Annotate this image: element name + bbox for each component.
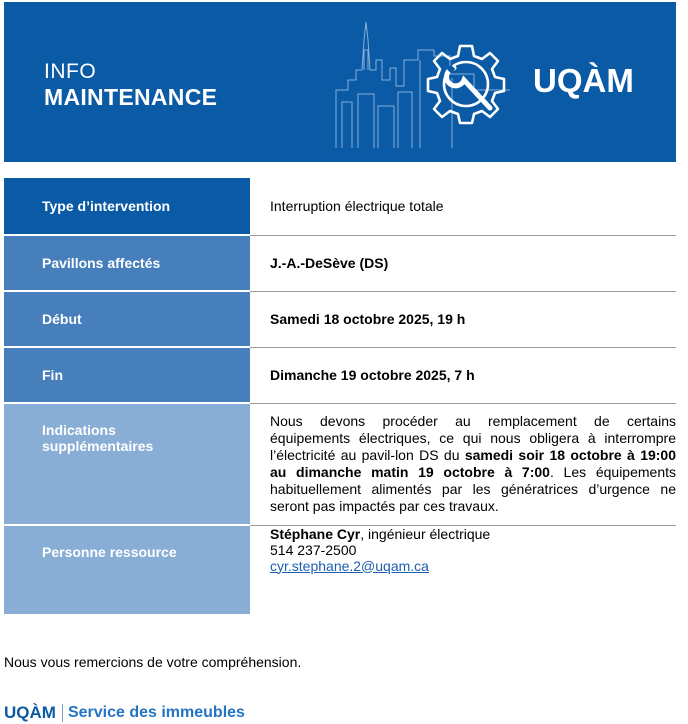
table-row bbox=[4, 403, 676, 525]
uqam-logo: UQÀM bbox=[533, 62, 634, 99]
table-row bbox=[4, 178, 676, 235]
row-value-end: Dimanche 19 octobre 2025, 7 h bbox=[250, 347, 676, 403]
contact-name: Stéphane Cyr bbox=[270, 525, 361, 542]
row-value-buildings: J.-A.-DeSève (DS) bbox=[250, 235, 676, 291]
row-label-notes bbox=[4, 403, 250, 525]
notes-text-bold: samedi soir 18 octobre à 19:00 au dimanche matin 19 octobre à 7:00 bbox=[270, 447, 677, 480]
notes-text-part1: Nous devons procéder au remplacement de certains équipements électriques, ce qui nous obligera à interrompre l’électricité au pavil-lon DS du bbox=[270, 413, 676, 463]
row-label-start: Début bbox=[4, 291, 250, 347]
table-row bbox=[4, 291, 676, 347]
banner-title-maintenance: MAINTENANCE bbox=[44, 84, 218, 110]
table-row bbox=[4, 347, 676, 403]
row-label-end: Fin bbox=[4, 347, 250, 403]
maintenance-info-table bbox=[4, 178, 676, 614]
footer-uqam-logo: UQÀM bbox=[4, 703, 56, 722]
row-value-contact bbox=[250, 525, 676, 614]
banner-title-info: INFO bbox=[44, 60, 97, 83]
footer-service-name: Service des immeubles bbox=[67, 704, 245, 721]
table-row bbox=[4, 525, 676, 614]
footer bbox=[4, 702, 245, 724]
footer-divider bbox=[62, 704, 63, 722]
thanks-message: Nous vous remercions de votre compréhension. bbox=[4, 654, 302, 670]
gear-wrench-icon bbox=[424, 42, 508, 126]
table-row bbox=[4, 235, 676, 291]
row-value-notes bbox=[250, 403, 676, 525]
row-label-buildings: Pavillons affectés bbox=[4, 235, 250, 291]
row-label-notes-line2: supplémentaires bbox=[42, 438, 154, 454]
row-label-contact: Personne ressource bbox=[4, 525, 250, 614]
contact-role: , ingénieur électrique bbox=[360, 525, 491, 542]
row-value-type: Interruption électrique totale bbox=[250, 178, 676, 235]
row-label-notes-line1: Indications bbox=[42, 422, 116, 438]
contact-phone: 514 237-2500 bbox=[270, 541, 357, 558]
notes-text-part2: . Les équipements habituellement alimentés par les génératrices d’urgence ne seront pas impactés par ces travaux. bbox=[270, 464, 676, 514]
contact-email-link[interactable]: cyr.stephane.2@uqam.ca bbox=[270, 557, 429, 574]
header-banner bbox=[4, 2, 676, 162]
row-value-start: Samedi 18 octobre 2025, 19 h bbox=[250, 291, 676, 347]
row-label-type: Type d’intervention bbox=[4, 178, 250, 235]
banner-title bbox=[44, 60, 217, 110]
